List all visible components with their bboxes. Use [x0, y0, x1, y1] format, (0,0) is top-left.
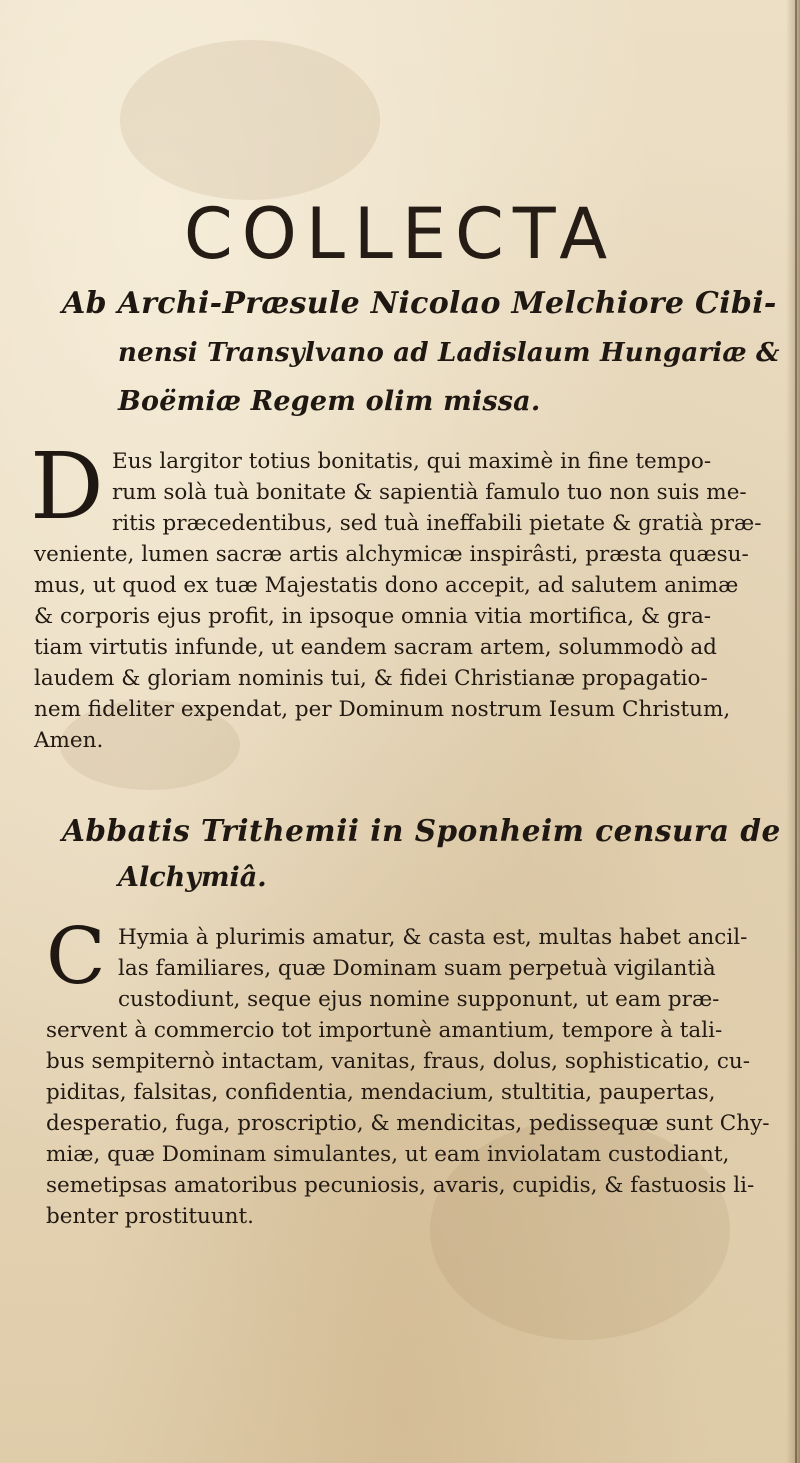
text-line: Amen. [34, 728, 104, 753]
section-heading-line: Abbatis Trithemii in Sponheim censura de [62, 813, 781, 848]
text-line: desperatio, fuga, proscriptio, & mendicitas, pedissequæ sunt Chy- [46, 1111, 770, 1136]
drop-cap: C [46, 912, 106, 1002]
page-title: COLLECTA [183, 193, 617, 275]
text-line: bus sempiternò intactam, vanitas, fraus, dolus, sophisticatio, cu- [46, 1049, 750, 1074]
drop-cap: D [30, 433, 104, 540]
section-heading-line: Boëmiæ Regem olim missa. [118, 386, 541, 417]
section-heading-line: nensi Transylvano ad Ladislaum Hungariæ & [118, 338, 780, 368]
section-heading-line: Ab Archi-Præsule Nicolao Melchiore Cibi- [62, 286, 777, 321]
text-line: nem fideliter expendat, per Dominum nostrum Iesum Christum, [34, 697, 731, 722]
text-line: servent à commercio tot importunè amantium, tempore à tali- [46, 1018, 723, 1043]
text-line: laudem & gloriam nominis tui, & fidei Christianæ propagatio- [34, 666, 708, 691]
text-line: ritis præcedentibus, sed tuà ineffabili pietate & gratià præ- [112, 511, 762, 536]
text-line: & corporis ejus profit, in ipsoque omnia vitia mortifica, & gra- [34, 604, 712, 629]
text-line: las familiares, quæ Dominam suam perpetuà vigilantià [118, 956, 716, 981]
text-line: custodiunt, seque ejus nomine supponunt, ut eam præ- [118, 987, 720, 1012]
text-line: veniente, lumen sacræ artis alchymicæ inspirâsti, præsta quæsu- [34, 542, 749, 567]
text-line: miæ, quæ Dominam simulantes, ut eam inviolatam custodiant, [46, 1142, 730, 1167]
text-line: mus, ut quod ex tuæ Majestatis dono accepit, ad salutem animæ [34, 573, 739, 598]
section-heading-line: Alchymiâ. [118, 862, 267, 893]
text-line: Eus largitor totius bonitatis, qui maximè in fine tempo- [112, 449, 712, 474]
paper-stain [120, 40, 380, 200]
text-line: piditas, falsitas, confidentia, mendacium, stultitia, paupertas, [46, 1080, 716, 1105]
text-line: tiam virtutis infunde, ut eandem sacram artem, solummodò ad [34, 635, 717, 660]
text-line: semetipsas amatoribus pecuniosis, avaris, cupidis, & fastuosis li- [46, 1173, 755, 1198]
text-line: rum solà tuà bonitate & sapientià famulo tuo non suis me- [112, 480, 747, 505]
text-line: Hymia à plurimis amatur, & casta est, multas habet ancil- [118, 925, 748, 950]
text-line: benter prostituunt. [46, 1204, 254, 1229]
